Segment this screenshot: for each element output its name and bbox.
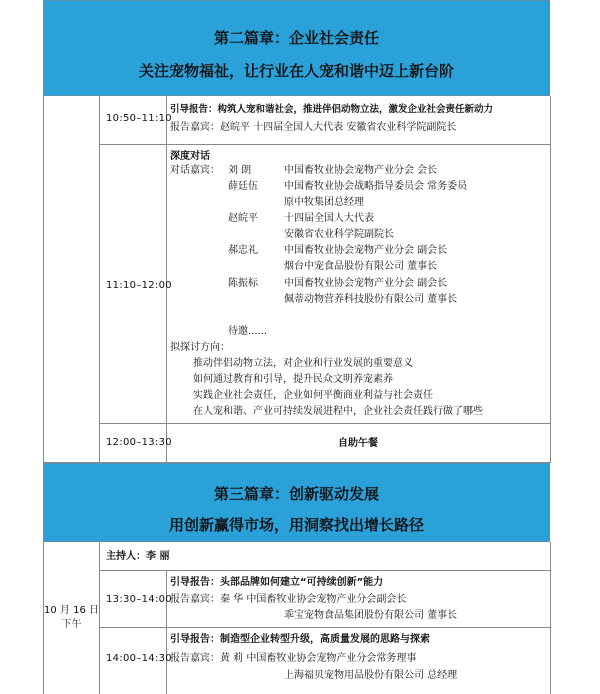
guest-title: 中国畜牧业协会宠物产业分会 副会长 xyxy=(284,278,448,289)
guest-title: 安徽省农业科学院副院长 xyxy=(284,229,394,240)
guest-title: 中国畜牧业协会宠物产业分会 会长 xyxy=(284,165,438,176)
guest-title: 十四届全国人大代表 xyxy=(284,213,374,224)
grid-line xyxy=(99,144,550,145)
session4-speaker: 报告嘉宾：黄 莉 中国畜牧业协会宠物产业分会常务理事 xyxy=(170,653,417,664)
chapter3-subtitle: 用创新赢得市场，用洞察找出增长路径 xyxy=(168,516,424,534)
grid-line xyxy=(99,423,550,424)
topic-item: 在人宠和谐、产业可持续发展进程中，企业社会责任践行做了哪些 xyxy=(193,406,483,417)
lunch-time: 12:00–13:30 xyxy=(106,437,172,448)
topic-item: 如何通过教育和引导，提升民众文明养宠素养 xyxy=(193,374,393,385)
grid-line xyxy=(166,570,167,694)
grid-line xyxy=(99,570,550,571)
chapter2-subtitle: 关注宠物福祉，让行业在人宠和谐中迈上新台阶 xyxy=(138,62,454,80)
guest-name: 郝忠礼 xyxy=(228,245,258,256)
session3-speaker-org: 乖宝宠物食品集团股份有限公司 董事长 xyxy=(284,610,458,621)
guest-title: 中国畜牧业协会宠物产业分会 副会长 xyxy=(284,245,448,256)
session2-title: 深度对话 xyxy=(170,151,210,162)
topics-label: 拟探讨方向： xyxy=(170,342,230,353)
session3-title: 引导报告：头部品牌如何建立“可持续创新”能力 xyxy=(170,577,384,588)
guest-title: 原中牧集团总经理 xyxy=(284,197,364,208)
grid-line xyxy=(99,627,550,628)
topic-item: 实践企业社会责任，企业如何平衡商业利益与社会责任 xyxy=(193,390,433,401)
topic-item: 推动伴侣动物立法，对企业和行业发展的重要意义 xyxy=(193,358,413,369)
grid-line xyxy=(550,542,551,694)
guest-name: 薛廷伍 xyxy=(228,181,258,192)
chapter3-banner xyxy=(43,463,550,542)
session3-time: 13:30–14:00 xyxy=(106,594,172,605)
session1-speaker: 报告嘉宾：赵皖平 十四届全国人大代表 安徽省农业科学院副院长 xyxy=(170,122,457,133)
guest-pending: 待邀...... xyxy=(228,326,268,337)
guest-name: 刘 朗 xyxy=(228,165,252,176)
host-label: 主持人：李 丽 xyxy=(106,551,170,562)
session2-guests-label: 对话嘉宾： xyxy=(170,165,220,176)
grid-line xyxy=(550,96,551,463)
guest-title: 烟台中宠食品股份有限公司 董事长 xyxy=(284,261,438,272)
session1-time: 10:50–11:10 xyxy=(106,113,172,124)
guest-title: 中国畜牧业协会战略指导委员会 常务委员 xyxy=(284,181,468,192)
grid-line xyxy=(43,96,44,463)
chapter3-title: 第三篇章：创新驱动发展 xyxy=(213,485,379,503)
grid-line xyxy=(99,542,100,694)
date-text: 10 月 16 日 xyxy=(44,605,99,616)
guest-title: 佩蒂动物营养科技股份有限公司 董事长 xyxy=(284,294,458,305)
session4-title: 引导报告：制造型企业转型升级，高质量发展的思路与探索 xyxy=(170,634,430,645)
session1-title: 引导报告：构筑人宠和谐社会，推进伴侣动物立法，激发企业社会责任新动力 xyxy=(170,104,494,115)
session2-time: 11:10–12:00 xyxy=(106,280,172,291)
session4-speaker-org: 上海福贝宠物用品股份有限公司 总经理 xyxy=(284,670,458,681)
guest-name: 赵皖平 xyxy=(228,213,258,224)
chapter2-title: 第二篇章：企业社会责任 xyxy=(213,29,379,47)
guest-name: 陈振标 xyxy=(228,278,258,289)
date-period: 下午 xyxy=(61,619,82,630)
lunch-label: 自助午餐 xyxy=(338,438,378,449)
grid-line xyxy=(99,96,100,463)
chapter2-banner xyxy=(43,0,550,96)
date-cell xyxy=(44,604,99,632)
session4-time: 14:00–14:30 xyxy=(106,653,172,664)
session3-speaker: 报告嘉宾：秦 华 中国畜牧业协会宠物产业分会副会长 xyxy=(170,594,407,605)
